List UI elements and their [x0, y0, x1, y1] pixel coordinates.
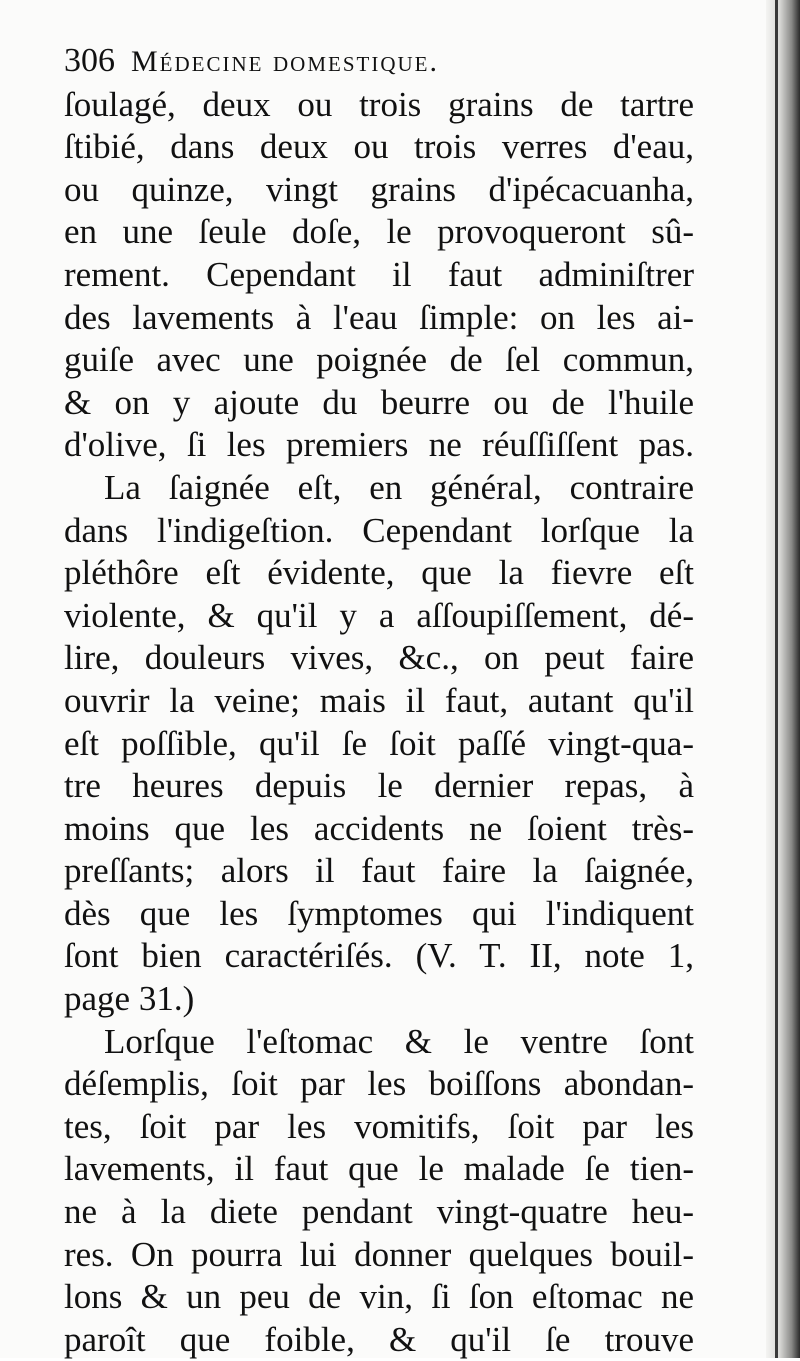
text-line: paroît que foible, & qu'il ſe trouve: [64, 1319, 694, 1359]
text-line: des lavements à l'eau ſimple: on les ai-: [64, 297, 694, 337]
body-text: [64, 84, 694, 1361]
text-line: preſſants; alors il faut faire la ſaignée,: [64, 851, 694, 891]
text-line: d'olive, ſi les premiers ne réuſſiſſent pas.: [64, 425, 694, 465]
text-line: & on y ajoute du beurre ou de l'huile: [64, 382, 694, 422]
text-line: déſemplis, ſoit par les boiſſons abondan-: [64, 1064, 694, 1104]
text-line: violente, & qu'il y a aſſoupiſſement, dé-: [64, 595, 694, 635]
text-line: ouvrir la veine; mais il faut, autant qu'il: [64, 680, 694, 720]
text-line: guiſe avec une poignée de ſel commun,: [64, 340, 694, 380]
text-line: ne à la diete pendant vingt-quatre heu-: [64, 1192, 694, 1232]
running-title: Médecine domestique.: [131, 45, 439, 78]
page-edge-line: [775, 0, 778, 1358]
page-gutter-shadow: [766, 0, 800, 1358]
text-line: page 31.): [64, 979, 195, 1019]
text-line: ſoulagé, deux ou trois grains de tartre: [64, 84, 694, 124]
text-line: La ſaignée eſt, en général, contraire: [104, 467, 694, 507]
text-line: lons & un peu de vin, ſi ſon eſtomac ne: [64, 1277, 694, 1317]
text-line: res. On pourra lui donner quelques bouil-: [64, 1234, 694, 1274]
text-line: ſont bien caractériſés. (V. T. II, note 1,: [64, 936, 694, 976]
text-line: dès que les ſymptomes qui l'indiquent: [64, 893, 694, 933]
text-line: tes, ſoit par les vomitifs, ſoit par les: [64, 1106, 694, 1146]
text-line: dans l'indigeſtion. Cependant lorſque la: [64, 510, 694, 550]
text-line: rement. Cependant il faut adminiſtrer: [64, 254, 694, 294]
text-line: tre heures depuis le dernier repas, à: [64, 766, 694, 806]
text-line: ou quinze, vingt grains d'ipécacuanha,: [64, 169, 694, 209]
text-line: eſt poſſible, qu'il ſe ſoit paſſé vingt-qua-: [64, 723, 694, 763]
text-line: en une ſeule doſe, le provoqueront sû-: [64, 212, 694, 252]
page-text-block: [64, 40, 694, 1361]
text-line: moins que les accidents ne ſoient très-: [64, 808, 694, 848]
text-line: Lorſque l'eſtomac & le ventre ſont: [104, 1021, 694, 1061]
page-number: 306: [64, 42, 115, 79]
text-line: lavements, il faut que le malade ſe tien-: [64, 1149, 694, 1189]
text-line: ſtibié, dans deux ou trois verres d'eau,: [64, 127, 694, 167]
text-line: lire, douleurs vives, &c., on peut faire: [64, 638, 694, 678]
page-header: [64, 40, 694, 84]
text-line: pléthôre eſt évidente, que la fievre eſt: [64, 553, 694, 593]
